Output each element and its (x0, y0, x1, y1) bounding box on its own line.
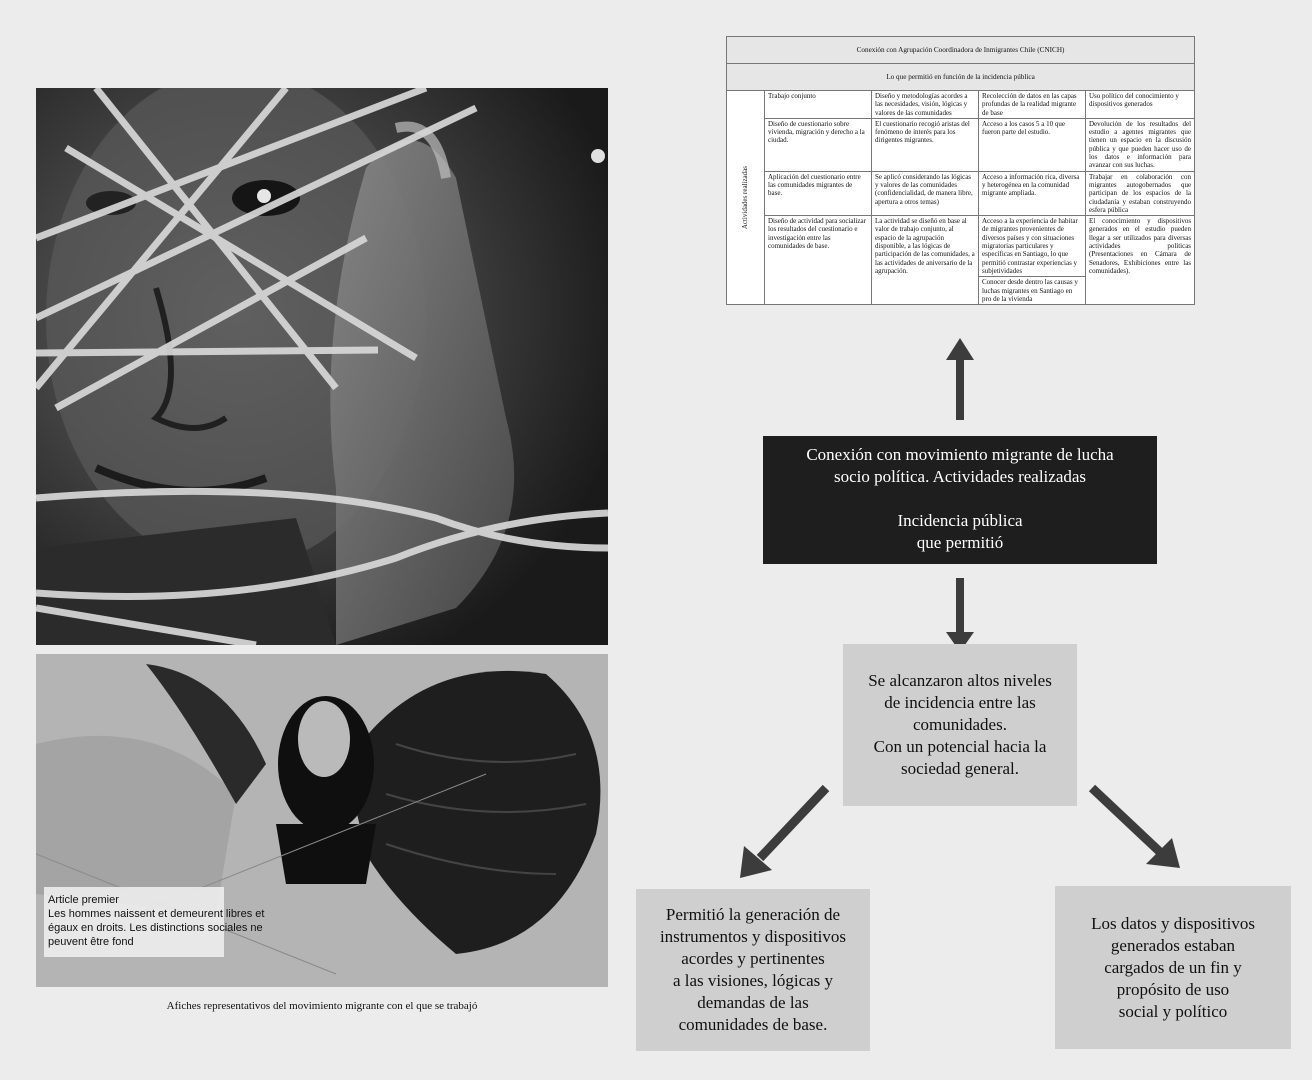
left-box-line: acordes y pertinentes (681, 949, 825, 968)
left-box-line: Permitió la generación de (665, 905, 841, 924)
table-cell: El cuestionario recogió aristas del fenómeno de interés para los dirigentes migrantes. (872, 118, 979, 171)
main-box-line-3: Incidencia pública (897, 511, 1023, 530)
table-title: Conexión con Agrupación Coordinadora de Inmigrantes Chile (CNICH) (727, 37, 1195, 64)
table-cell: Acceso a información rica, diversa y heterogénea en la comunidad migrante ampliada. (979, 171, 1086, 215)
table-cell: Aplicación del cuestionario entre las comunidades migrantes de base. (765, 171, 872, 215)
left-box-line: instrumentos y dispositivos (659, 927, 847, 946)
main-box-line-1: Conexión con movimiento migrante de lucha (806, 445, 1114, 464)
left-box-line: comunidades de base. (678, 1015, 828, 1034)
poster-text-line-4: peuvent être fond (48, 936, 134, 948)
right-box-line: Los datos y dispositivos (1091, 913, 1255, 933)
table-cell: Devolución de los resultados del estudio a agentes migrantes que tienen un espacio en la discusión pública y que pueden hacer uso de los datos e información para avanzar con sus luchas. (1086, 118, 1195, 171)
main-box-line-4: que permitió (916, 533, 1004, 552)
activities-table (726, 36, 1195, 305)
center-box-line: comunidades. (913, 715, 1007, 734)
angel-poster-illustration (36, 654, 608, 987)
right-box-line: social y político (1118, 1001, 1228, 1021)
poster-text-line-3: égaux en droits. Les distinctions sociales ne (48, 922, 263, 934)
table-cell: Diseño de cuestionario sobre vivienda, migración y derecho a la ciudad. (765, 118, 872, 171)
table-subtitle: Lo que permitió en función de la incidencia pública (727, 64, 1195, 91)
table-side-cell (727, 91, 765, 305)
poster-text-line-1: Article premier (48, 894, 119, 906)
incidence-level-box (843, 644, 1077, 806)
table-cell: Acceso a los casos 5 a 10 que fueron parte del estudio. (979, 118, 1086, 171)
table-column-header: Trabajo conjunto (765, 91, 872, 119)
arrow-down-left-icon (740, 788, 826, 878)
right-box-line: cargados de un fin y (1104, 957, 1242, 977)
center-box-line: Con un potencial hacia la (873, 737, 1047, 756)
table-cell: Se aplicó considerando las lógicas y valores de las comunidades (confidencialidad, de manera libre, apertura a otros temas) (872, 171, 979, 215)
data-purpose-box (1055, 886, 1291, 1049)
table-column-header: Uso político del conocimiento y dispositivos generados (1086, 91, 1195, 119)
table-column-header: Recolección de datos en las capas profundas de la realidad migrante de base (979, 91, 1086, 119)
table-side-label: Actividades realizadas (741, 165, 750, 230)
right-box-line: generados estaban (1110, 935, 1236, 955)
main-connection-box (763, 436, 1157, 564)
poster-text-line-2: Les hommes naissent et demeurent libres et (48, 908, 265, 920)
center-box-line: de incidencia entre las (884, 693, 1036, 712)
arrow-up-icon (946, 338, 974, 420)
arrow-down-right-icon (1092, 788, 1180, 868)
table-cell: Conocer desde dentro las causas y luchas migrantes en Santiago en pro de la vivienda (979, 277, 1086, 305)
instruments-box (636, 889, 870, 1051)
table-cell: Acceso a la experiencia de habitar de migrantes provenientes de diversos países y con situaciones migratorias particulares y específicas en Santiago, lo que permitió contrastar experiencias y subjetividades (979, 216, 1086, 277)
arrow-down-icon (946, 578, 974, 652)
center-box-line: sociedad general. (901, 759, 1019, 778)
center-box-line: Se alcanzaron altos niveles (868, 671, 1052, 690)
right-box-line: propósito de uso (1116, 979, 1230, 999)
table-cell: La actividad se diseñó en base al valor de trabajo conjunto, al espacio de la agrupación disponible, a las lógicas de participación de las comunidades, a las actividades de aniversario de la agrupación. (872, 216, 979, 305)
poster-photo-angel (36, 654, 608, 987)
left-box-line: demandas de las (697, 993, 809, 1012)
table-cell: Diseño de actividad para socializar los resultados del cuestionario e investigación entre las comunidades de base. (765, 216, 872, 305)
poster-photo-face (36, 88, 608, 645)
table-cell: El conocimiento y dispositivos generados en el estudio pueden llegar a ser utilizados para diversas actividades políticas (Presentaciones en Cámara de Senadores, Exhibiciones entre las comunidades). (1086, 216, 1195, 305)
left-box-line: a las visiones, lógicas y (672, 971, 834, 990)
photo-caption: Afiches representativos del movimiento migrante con el que se trabajó (166, 1000, 478, 1012)
main-box-line-2: socio política. Actividades realizadas (833, 467, 1087, 486)
face-photo-illustration (36, 88, 608, 645)
table-cell: Trabajar en colaboración con migrantes autogobernados que participan de los espacios de la ciudadanía y estaban construyendo esfera pública (1086, 171, 1195, 215)
table-column-header: Diseño y metodologías acordes a las necesidades, visión, lógicas y valores de las comunidades (872, 91, 979, 119)
